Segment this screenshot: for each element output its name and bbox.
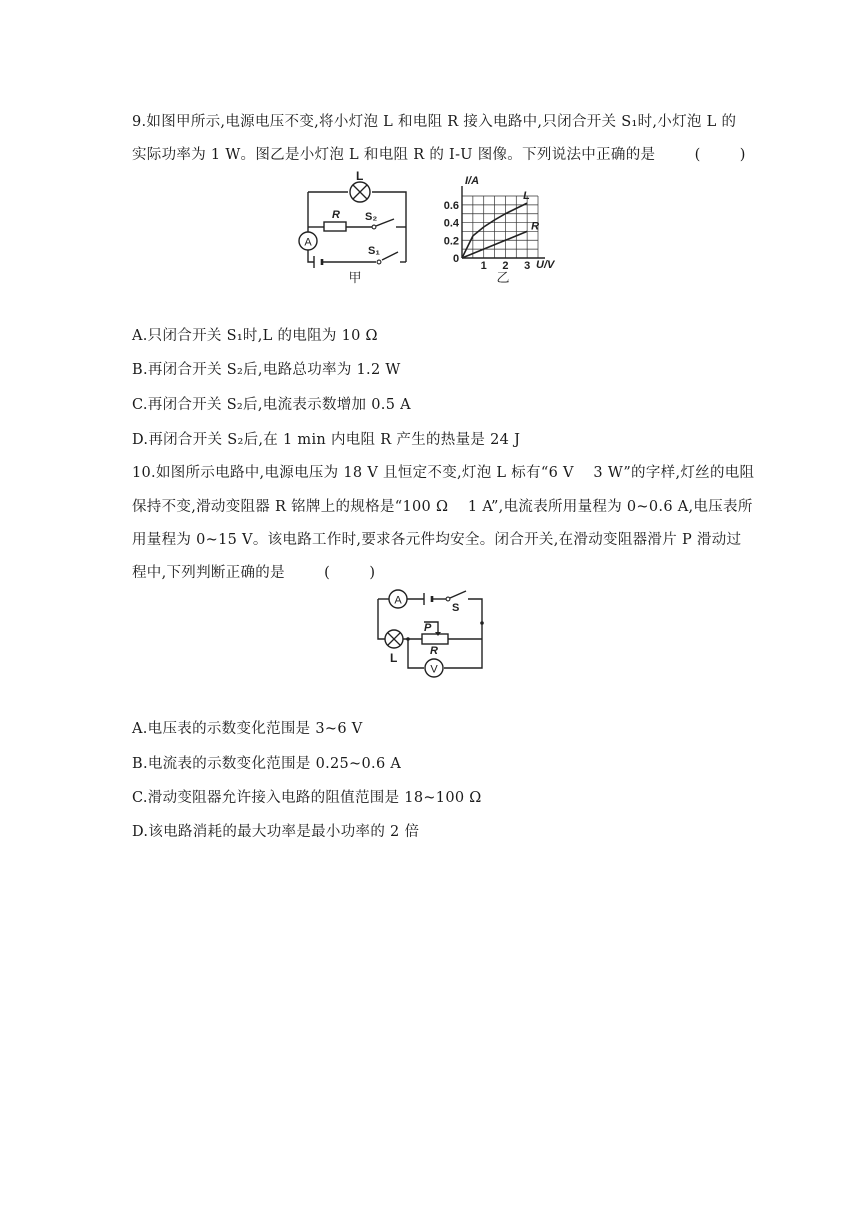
battery-icon — [314, 256, 322, 268]
y-tick-label: 0.6 — [443, 199, 459, 212]
svg-text:V: V — [430, 663, 438, 676]
lamp-icon — [350, 182, 370, 202]
x-axis-label: U/V — [536, 259, 555, 271]
x-tick-label: 1 — [480, 260, 487, 272]
switch-s1-label: S₁ — [368, 245, 380, 257]
svg-text:A: A — [304, 236, 312, 249]
lamp-label: L — [390, 651, 398, 665]
q9-figure-jia — [292, 168, 418, 286]
switch-s2-label: S₂ — [365, 211, 378, 223]
x-tick-label: 3 — [524, 260, 531, 272]
q10-option-d: D.该电路消耗的最大功率是最小功率的 2 倍 — [132, 824, 420, 840]
ammeter-icon — [389, 590, 407, 608]
lamp-icon — [385, 630, 403, 648]
svg-text:A: A — [394, 594, 402, 607]
q10-line-1: 10.如图所示电路中,电源电压为 18 V 且恒定不变,灯泡 L 标有“6 V 3 W”的字样,灯丝的电阻 — [132, 465, 755, 481]
rheostat-label: R — [430, 645, 438, 657]
switch-s1-icon — [377, 260, 381, 264]
battery-icon — [424, 593, 432, 605]
q9-option-b: B.再闭合开关 S₂后,电路总功率为 1.2 W — [132, 362, 401, 378]
y-axis-label: I/A — [465, 175, 480, 187]
chart-grid — [462, 196, 538, 258]
q10-line-2: 保持不变,滑动变阻器 R 铭牌上的规格是“100 Ω 1 A”,电流表所用量程为 0~0.6 A,电压表所 — [132, 499, 753, 515]
q9-line-2: 实际功率为 1 W。图乙是小灯泡 L 和电阻 R 的 I-U 图像。下列说法中正确的是 ( ) — [132, 147, 746, 163]
q10-option-c: C.滑动变阻器允许接入电路的阻值范围是 18~100 Ω — [132, 790, 482, 806]
figure-caption-jia: 甲 — [348, 270, 362, 285]
ammeter-icon — [299, 232, 317, 250]
q10-option-b: B.电流表的示数变化范围是 0.25~0.6 A — [132, 756, 402, 772]
switch-label: S — [452, 602, 460, 614]
q10-line-3: 用量程为 0~15 V。该电路工作时,要求各元件均安全。闭合开关,在滑动变阻器滑片 P 滑动过 — [132, 532, 742, 548]
x-tick-label: 2 — [502, 260, 509, 272]
q10-line-4: 程中,下列判断正确的是 ( ) — [132, 565, 376, 581]
series-label-R: R — [531, 220, 540, 233]
q9-option-d: D.再闭合开关 S₂后,在 1 min 内电阻 R 产生的热量是 24 J — [132, 432, 521, 448]
switch-s2-icon — [372, 225, 376, 229]
y-tick-label: 0.2 — [443, 235, 459, 248]
q10-figure-circuit — [372, 586, 492, 678]
q9-option-c: C.再闭合开关 S₂后,电流表示数增加 0.5 A — [132, 397, 411, 413]
slider-label: P — [424, 622, 432, 634]
switch-icon — [446, 597, 450, 601]
q9-figure-yi-chart — [440, 168, 570, 288]
q9-option-a: A.只闭合开关 S₁时,L 的电阻为 10 Ω — [132, 328, 378, 344]
q10-option-a: A.电压表的示数变化范围是 3~6 V — [132, 721, 363, 737]
voltmeter-icon — [425, 659, 443, 677]
q9-line-1: 9.如图甲所示,电源电压不变,将小灯泡 L 和电阻 R 接入电路中,只闭合开关 S₁时,小灯泡 L 的 — [132, 114, 737, 130]
resistor-label: R — [332, 209, 340, 221]
series-label-L: L — [523, 190, 530, 203]
origin-label: 0 — [453, 253, 460, 265]
y-tick-label: 0.4 — [443, 217, 459, 230]
lamp-label: L — [356, 169, 364, 183]
figure-caption-yi: 乙 — [496, 270, 510, 285]
